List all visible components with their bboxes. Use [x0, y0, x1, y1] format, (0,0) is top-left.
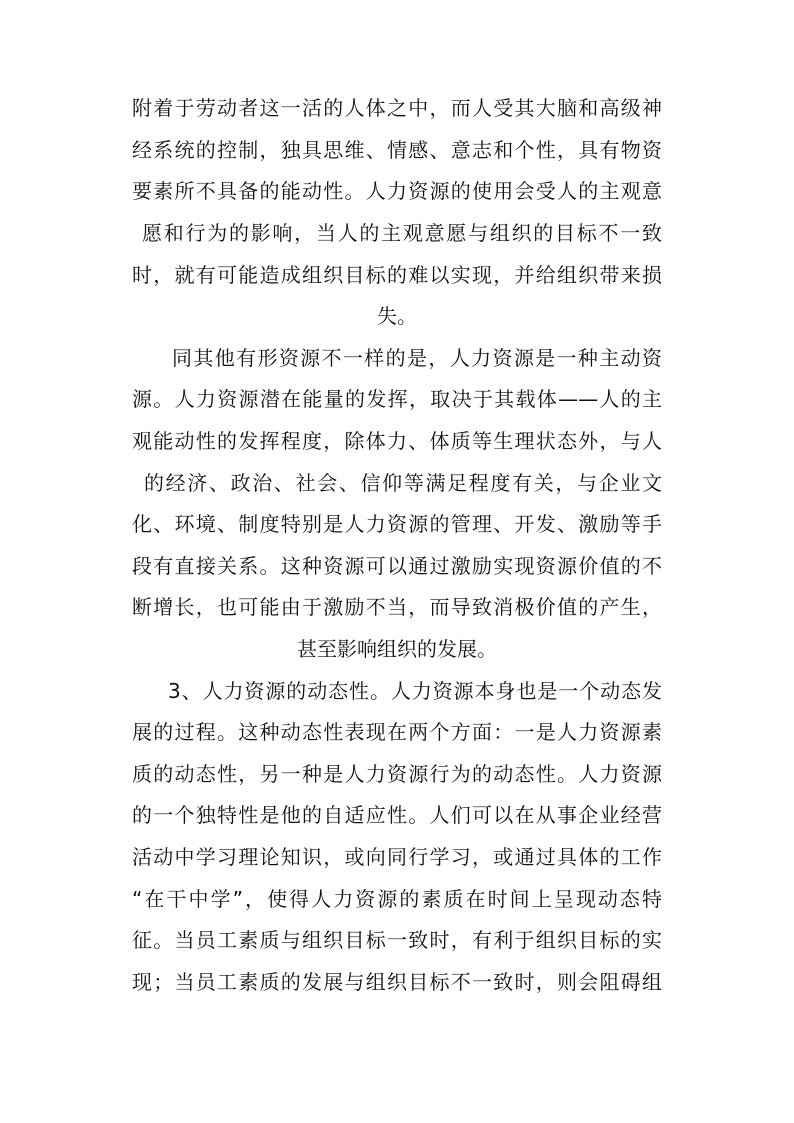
text-line: 的一个独特性是他的自适应性。人们可以在从事企业经营 [132, 803, 662, 827]
text-line: 源。人力资源潜在能量的发挥，取决于其载体——人的主 [132, 387, 662, 411]
text-line: 展的过程。这种动态性表现在两个方面：一是人力资源素 [132, 720, 662, 744]
text-line: 活动中学习理论知识，或向同行学习，或通过具体的工作 [132, 845, 662, 869]
text-line: 的经济、政治、社会、信仰等满足程度有关，与企业文 [144, 471, 662, 495]
text-line: 甚至影响组织的发展。 [297, 637, 497, 661]
text-line: 观能动性的发挥程度，除体力、体质等生理状态外，与人 [132, 429, 662, 453]
text-line: 时，就有可能造成组织目标的难以实现，并给组织带来损 [132, 263, 662, 287]
text-line: “在干中学”，使得人力资源的素质在时间上呈现动态特 [132, 887, 662, 911]
text-line: 段有直接关系。这种资源可以通过激励实现资源价值的不 [132, 554, 662, 578]
text-line: 经系统的控制，独具思维、情感、意志和个性，具有物资 [132, 138, 662, 162]
text-line: 要素所不具备的能动性。人力资源的使用会受人的主观意 [132, 179, 662, 203]
text-line: 化、环境、制度特别是人力资源的管理、开发、激励等手 [132, 512, 662, 536]
paragraph-start-line: 同其他有形资源不一样的是，人力资源是一种主动资 [172, 346, 662, 370]
text-line: 附着于劳动者这一活的人体之中，而人受其大脑和高级神 [132, 96, 662, 120]
text-line: 现；当员工素质的发展与组织目标不一致时，则会阻碍组 [132, 970, 662, 994]
text-line: 质的动态性，另一种是人力资源行为的动态性。人力资源 [132, 762, 662, 786]
text-line: 失。 [377, 304, 417, 328]
text-line: 征。当员工素质与组织目标一致时，有利于组织目标的实 [132, 928, 662, 952]
paragraph-start-line: 3、人力资源的动态性。人力资源本身也是一个动态发 [168, 679, 662, 703]
text-line: 愿和行为的影响，当人的主观意愿与组织的目标不一致 [142, 221, 662, 245]
text-line: 断增长，也可能由于激励不当，而导致消极价值的产生， [132, 595, 662, 619]
